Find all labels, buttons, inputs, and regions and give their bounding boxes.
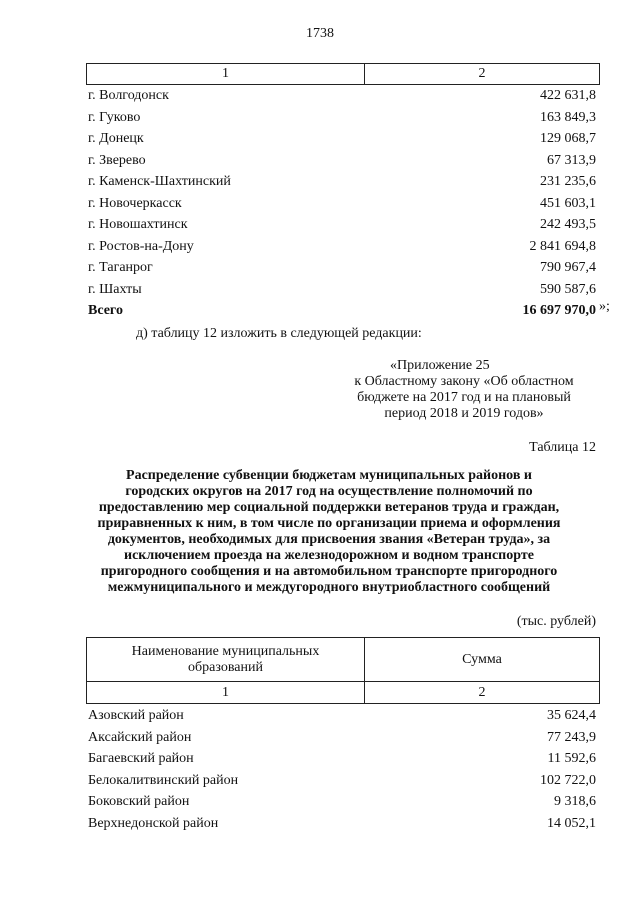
table-row <box>88 128 596 150</box>
main-table-col2-number: 2 <box>365 682 600 704</box>
top-table-rows <box>88 85 596 322</box>
title-line: межмуниципального и междугородного внутриобластного сообщений <box>107 580 551 595</box>
appendix-reference <box>330 358 598 422</box>
row-name: г. Ростов-на-Дону <box>88 238 194 254</box>
table-label: Таблица 12 <box>529 440 596 455</box>
total-value: 16 697 970,0 <box>522 303 596 318</box>
title-line: предоставлению мер социальной поддержки ветеранов труда и граждан, <box>98 500 560 515</box>
table-row <box>88 748 596 770</box>
row-name: г. Гуково <box>88 109 141 125</box>
table-row <box>88 150 596 172</box>
table-row <box>88 727 596 749</box>
top-table-col2-number: 2 <box>365 64 600 85</box>
row-value: 242 493,5 <box>540 217 596 232</box>
row-value: 451 603,1 <box>540 195 596 211</box>
units-label: (тыс. рублей) <box>516 614 596 629</box>
row-name: г. Новошахтинск <box>88 217 188 232</box>
top-table-col1-number: 1 <box>87 64 365 85</box>
main-table-col1-number: 1 <box>87 682 365 704</box>
main-table-rows <box>88 705 596 834</box>
row-name: Багаевский район <box>88 751 194 766</box>
row-value: 231 235,6 <box>540 174 596 189</box>
row-name: г. Таганрог <box>88 260 153 275</box>
table-row <box>88 705 596 727</box>
title-line: городских округов на 2017 год на осуществление полномочий по <box>125 484 533 499</box>
row-name: г. Донецк <box>88 131 144 146</box>
row-value: 129 068,7 <box>540 131 596 146</box>
appendix-line: к Областному закону «Об областном <box>354 374 574 389</box>
row-name: г. Зверево <box>88 152 146 168</box>
table-title <box>78 468 580 596</box>
header-name-column <box>87 638 365 682</box>
title-line: документов, необходимых для присвоения звания «Ветеран труда», за <box>107 532 551 547</box>
appendix-line: бюджете на 2017 год и на плановый <box>357 390 571 405</box>
row-name: г. Волгодонск <box>88 88 169 103</box>
table-row <box>88 193 596 215</box>
main-table-header <box>86 637 600 704</box>
row-value: 11 592,6 <box>547 751 596 766</box>
row-value: 67 313,9 <box>547 152 596 168</box>
total-row <box>88 300 596 322</box>
title-line: исключением проезда на железнодорожном и водном транспорте <box>124 548 534 563</box>
table-row <box>88 279 596 301</box>
header-name-line: Наименование муниципальных <box>131 643 320 659</box>
table-row <box>88 214 596 236</box>
table-row <box>88 813 596 835</box>
row-name: Верхнедонской район <box>88 815 219 831</box>
row-name: Азовский район <box>88 708 184 723</box>
appendix-title: «Приложение 25 <box>390 358 490 373</box>
row-value: 102 722,0 <box>540 772 596 788</box>
row-name: г. Новочеркасск <box>88 195 182 211</box>
closing-quote: »; <box>599 299 610 314</box>
instruction-text: д) таблицу 12 изложить в следующей редакции: <box>136 326 422 341</box>
title-line: пригородного сообщения и на автомобильном транспорте пригородного <box>100 564 558 579</box>
appendix-line: период 2018 и 2019 годов» <box>384 406 544 421</box>
table-row <box>88 770 596 792</box>
title-line: приравненных к ним, в том числе по организации приема и оформления <box>97 516 561 531</box>
row-value: 2 841 694,8 <box>529 238 596 254</box>
row-value: 35 624,4 <box>547 708 596 723</box>
row-name: г. Шахты <box>88 281 142 297</box>
row-value: 14 052,1 <box>547 815 596 831</box>
row-name: Аксайский район <box>88 729 192 745</box>
header-sum-column: Сумма <box>365 638 600 682</box>
table-row <box>88 171 596 193</box>
top-table-header <box>86 63 600 85</box>
title-line: Распределение субвенции бюджетам муниципальных районов и <box>126 468 532 483</box>
table-row <box>88 236 596 258</box>
row-value: 163 849,3 <box>540 109 596 125</box>
header-name-line: образований <box>188 659 263 675</box>
table-row <box>88 85 596 107</box>
row-name: Боковский район <box>88 794 190 809</box>
row-value: 790 967,4 <box>540 260 596 275</box>
row-name: г. Каменск-Шахтинский <box>88 174 231 189</box>
table-row <box>88 791 596 813</box>
table-row <box>88 257 596 279</box>
row-value: 77 243,9 <box>547 729 596 745</box>
row-value: 422 631,8 <box>540 88 596 103</box>
row-name: Белокалитвинский район <box>88 772 239 788</box>
row-value: 9 318,6 <box>554 794 596 809</box>
row-value: 590 587,6 <box>540 281 596 297</box>
total-label: Всего <box>88 303 123 318</box>
page-number: 1738 <box>306 26 334 41</box>
table-row <box>88 107 596 129</box>
